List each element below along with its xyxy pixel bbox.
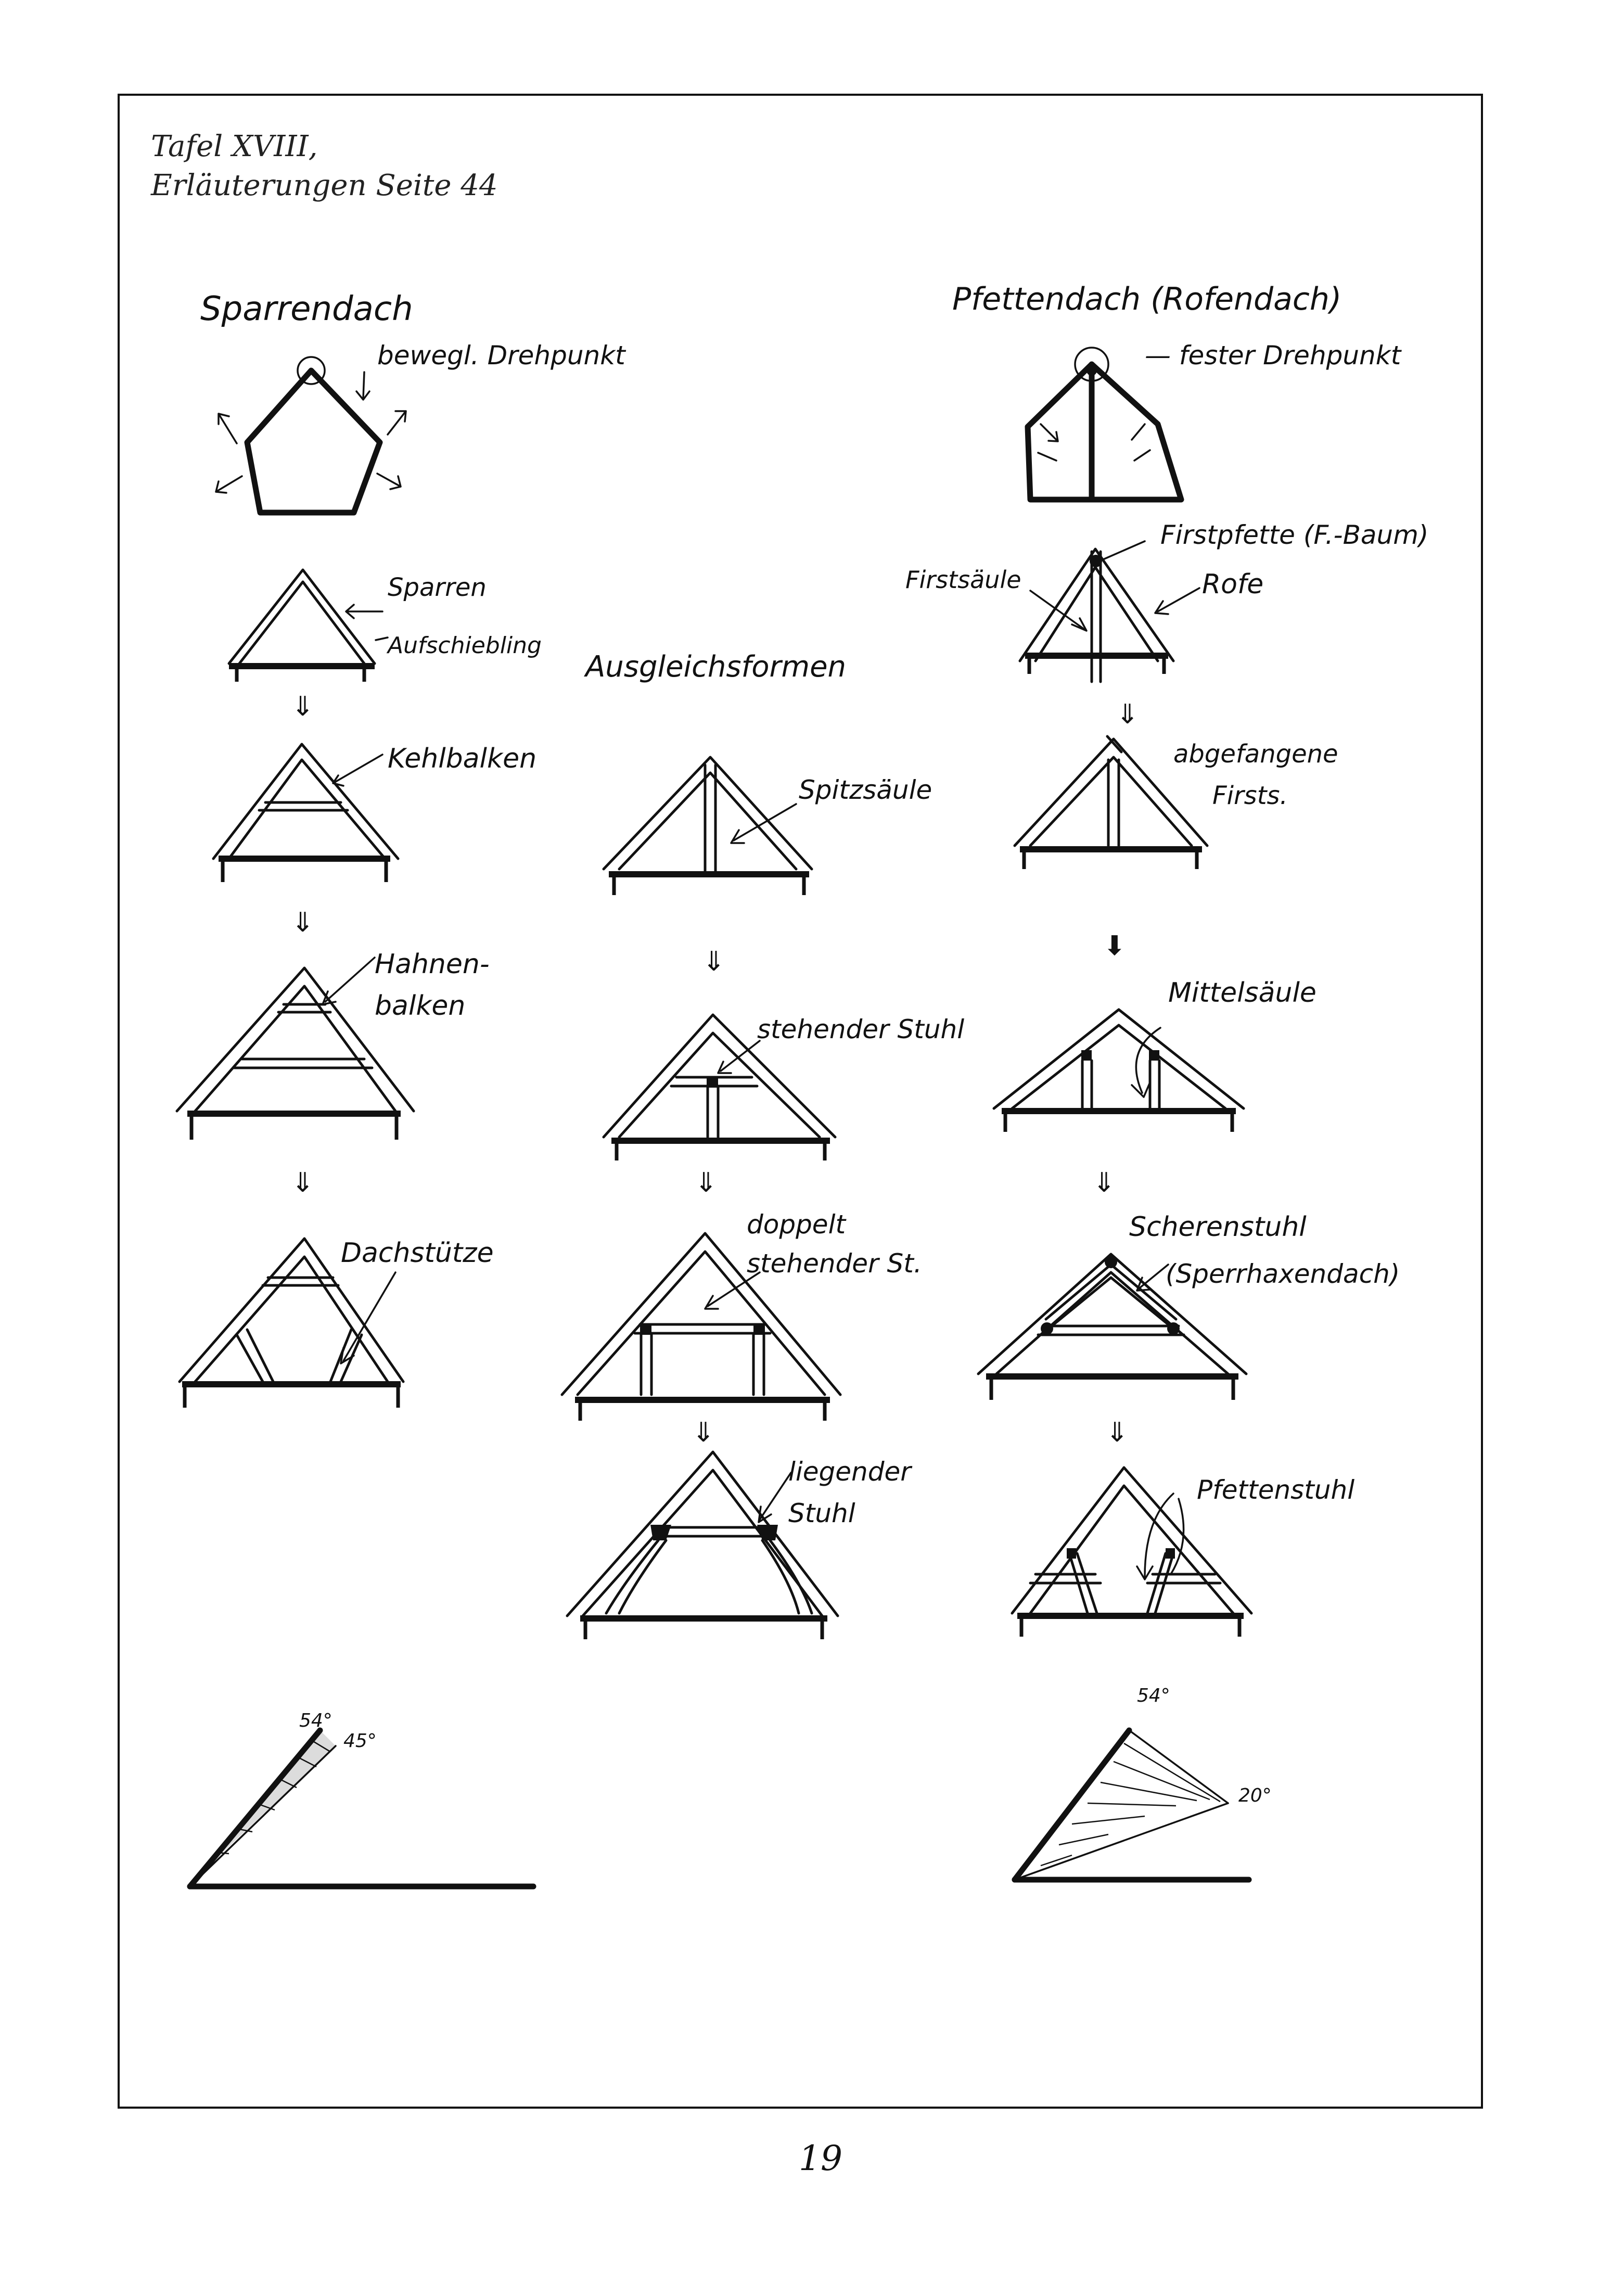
arrow-down-3: ⇓: [291, 1167, 314, 1198]
label-liegender: liegender: [788, 1457, 911, 1487]
label-dachstuetze: Dachstütze: [341, 1238, 494, 1269]
label-stehender-st: stehender St.: [747, 1248, 922, 1279]
label-firsts: Firsts.: [1212, 781, 1288, 810]
explanation-reference: Erläuterungen Seite 44: [151, 169, 498, 202]
page-number: 19: [799, 2138, 842, 2178]
arrow-down-m2: ⇓: [695, 1167, 718, 1198]
king-post-roof: [604, 757, 812, 895]
rafter-roof-basic: [229, 570, 388, 682]
label-aufschiebling: Aufschiebling: [388, 632, 542, 659]
angle-label-20-right: 20°: [1238, 1785, 1272, 1806]
label-rofe: Rofe: [1202, 569, 1264, 600]
label-stehender-stuhl: stehender Stuhl: [757, 1014, 965, 1044]
collar-tie-roof: [177, 958, 414, 1140]
label-mittelsaeule: Mittelsäule: [1168, 977, 1316, 1009]
label-stuhl: Stuhl: [788, 1498, 855, 1528]
angle-label-54-left: 54°: [299, 1710, 333, 1731]
label-pfettenstuhl: Pfettenstuhl: [1197, 1475, 1355, 1505]
arrow-down-2: ⇓: [291, 907, 314, 938]
pfettendach-title: Pfettendach (Rofendach): [952, 281, 1342, 317]
label-sperrhaxendach: (Sperrhaxendach): [1166, 1259, 1400, 1289]
label-firstpfette: Firstpfette (F.-Baum): [1160, 520, 1429, 550]
label-kehlbalken: Kehlbalken: [388, 743, 537, 774]
arrow-down-r1: ⇓: [1116, 699, 1139, 730]
sparrendach-title: Sparrendach: [200, 290, 413, 328]
label-abgefangene: abgefangene: [1173, 739, 1338, 769]
moveable-pivot-label: bewegl. Drehpunkt: [377, 340, 625, 371]
collar-beam-roof: [213, 744, 398, 882]
center-post-roof: [994, 1010, 1244, 1132]
label-balken: balken: [375, 990, 466, 1022]
arrow-down-m3: ⇓: [692, 1417, 715, 1448]
plate-number-line: Tafel XVIII,: [151, 130, 318, 163]
arrow-down-1: ⇓: [291, 691, 314, 722]
label-hahnen: Hahnen-: [375, 949, 490, 980]
sparrendach-pentagon: [216, 357, 406, 513]
label-doppelt: doppelt: [747, 1209, 846, 1240]
label-scherenstuhl: Scherenstuhl: [1129, 1211, 1307, 1243]
angle-label-45-left: 45°: [343, 1730, 377, 1752]
label-sparren: Sparren: [388, 573, 487, 602]
arrow-down-m1: ⇓: [702, 946, 725, 977]
label-spitzsaeule: Spitzsäule: [799, 775, 932, 805]
purlin-roof-angle-range: [1015, 1730, 1249, 1880]
fixed-pivot-label: — fester Drehpunkt: [1145, 340, 1401, 371]
rafter-roof-angle-range: [190, 1730, 533, 1886]
arrow-down-r4: ⇓: [1106, 1417, 1129, 1448]
ridge-purlin-roof: [1020, 541, 1199, 682]
arrow-down-r3: ⇓: [1093, 1167, 1116, 1198]
arrow-down-r2: ⬇: [1103, 930, 1126, 962]
angle-label-54-right: 54°: [1137, 1685, 1170, 1706]
label-ausgleichsformen: Ausgleichsformen: [585, 650, 847, 684]
label-firstsaeule: Firstsäule: [905, 566, 1021, 594]
